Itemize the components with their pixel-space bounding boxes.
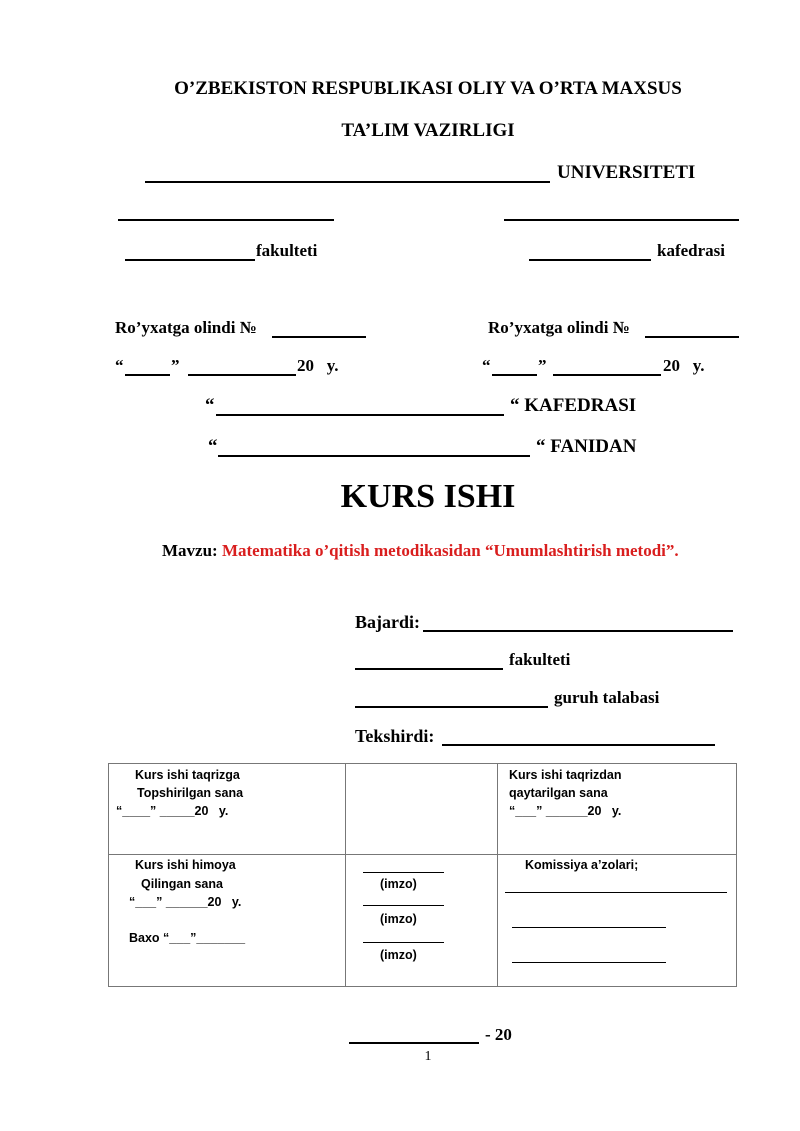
- blank-line-right: [504, 219, 739, 221]
- registration-number-blank-right: [645, 336, 739, 338]
- department-blank: [529, 259, 651, 261]
- student-faculty-label: fakulteti: [509, 650, 571, 669]
- topic-text: Matematika o’qitish metodikasidan “Umumlashtirish metodi”.: [221, 541, 679, 560]
- signature-label-1: (imzo): [380, 877, 417, 891]
- review-submitted-date: “____” _____20 y.: [116, 804, 229, 818]
- fan-label: “ FANIDAN: [536, 436, 637, 457]
- group-student-label: guruh talabasi: [554, 688, 660, 707]
- signature-label-2: (imzo): [380, 912, 417, 926]
- day-blank-right: [492, 374, 537, 376]
- signature-label-3: (imzo): [380, 948, 417, 962]
- month-blank-left: [188, 374, 296, 376]
- table-divider-1: [345, 764, 346, 986]
- group-blank: [355, 706, 548, 708]
- defense-date: “___” ______20 y.: [129, 895, 242, 909]
- registration-label-left: Ro’yxatga olindi №: [115, 318, 257, 337]
- kafedra-open-quote: “: [205, 395, 215, 416]
- review-table: [108, 763, 737, 987]
- ministry-title-line1: O’ZBEKISTON RESPUBLIKASI OLIY VA O’RTA MAXSUS: [174, 78, 682, 99]
- date-close-quote-right: ”: [538, 356, 547, 375]
- review-submitted-subtitle: Topshirilgan sana: [137, 786, 244, 800]
- blank-line-left: [118, 219, 334, 221]
- table-divider-2: [497, 764, 498, 986]
- checked-by-label: Tekshirdi:: [355, 726, 435, 746]
- month-blank-right: [553, 374, 661, 376]
- committee-line-2: [512, 927, 666, 928]
- topic-line: [162, 541, 679, 561]
- defense-title: Kurs ishi himoya: [135, 858, 236, 872]
- date-open-quote-left: “: [115, 356, 124, 375]
- kafedra-name-blank: [216, 414, 504, 416]
- university-label: UNIVERSITETI: [557, 162, 696, 183]
- done-by-blank: [423, 630, 733, 632]
- committee-line-3: [512, 962, 666, 963]
- day-blank-left: [125, 374, 170, 376]
- university-name-blank: [145, 181, 550, 183]
- review-returned-subtitle: qaytarilgan sana: [509, 786, 608, 800]
- registration-number-blank-left: [272, 336, 366, 338]
- page-number: 1: [424, 1049, 432, 1064]
- review-returned-title: Kurs ishi taqrizdan: [509, 768, 622, 782]
- student-faculty-blank: [355, 668, 503, 670]
- topic-label: Mavzu:: [162, 541, 218, 560]
- footer-year-blank: [349, 1042, 479, 1044]
- done-by-label: Bajardi:: [355, 612, 420, 632]
- document-title: KURS ISHI: [340, 478, 516, 515]
- committee-line-1: [505, 892, 727, 893]
- registration-label-right: Ro’yxatga olindi №: [488, 318, 630, 337]
- checked-by-blank: [442, 744, 715, 746]
- faculty-blank: [125, 259, 255, 261]
- faculty-label: fakulteti: [256, 241, 318, 260]
- year-left: 20 y.: [297, 356, 339, 375]
- fan-open-quote: “: [208, 436, 218, 457]
- department-label: kafedrasi: [657, 241, 725, 260]
- date-close-quote-left: ”: [171, 356, 180, 375]
- defense-subtitle: Qilingan sana: [141, 877, 223, 891]
- signature-line-2: [363, 905, 444, 906]
- ministry-title-line2: TA’LIM VAZIRLIGI: [341, 120, 515, 141]
- kafedra-label: “ KAFEDRASI: [510, 395, 637, 416]
- fan-name-blank: [218, 455, 530, 457]
- review-returned-date: “___” ______20 y.: [509, 804, 622, 818]
- signature-line-3: [363, 942, 444, 943]
- signature-line-1: [363, 872, 444, 873]
- committee-members-label: Komissiya a’zolari;: [525, 858, 639, 872]
- year-right: 20 y.: [663, 356, 705, 375]
- grade-field: Baxo “___”_______: [129, 931, 246, 945]
- date-open-quote-right: “: [482, 356, 491, 375]
- table-row-divider: [109, 854, 736, 855]
- footer-year-suffix: - 20: [485, 1025, 512, 1044]
- review-submitted-title: Kurs ishi taqrizga: [135, 768, 240, 782]
